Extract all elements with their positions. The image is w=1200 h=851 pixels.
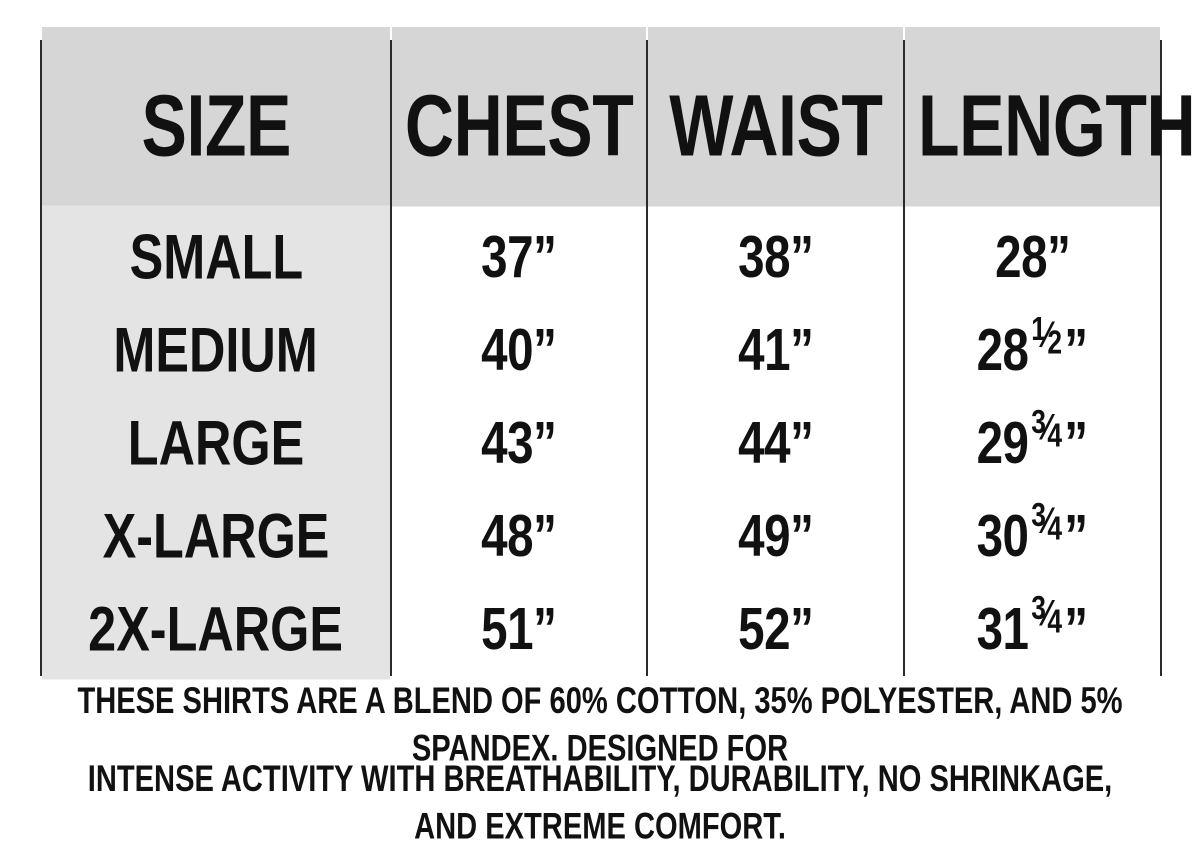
column-header-chest-label: CHEST xyxy=(404,75,634,174)
cell-length-value xyxy=(976,590,1088,662)
cell-chest-value: 43” xyxy=(481,409,557,476)
column-header-length xyxy=(904,26,1196,225)
cell-waist xyxy=(647,298,904,400)
table-header-row xyxy=(41,41,1161,210)
cell-length-whole: 30 xyxy=(976,502,1029,569)
cell-chest-value: 48” xyxy=(481,502,557,569)
cell-size xyxy=(41,483,391,587)
cell-chest xyxy=(391,484,647,586)
cell-length-unit: ” xyxy=(1064,595,1088,662)
cell-length xyxy=(904,484,1161,586)
cell-length-whole: 28 xyxy=(976,316,1029,383)
cell-length-unit: ” xyxy=(1046,223,1071,290)
cell-waist xyxy=(647,484,904,586)
cell-waist-value: 38” xyxy=(737,223,814,290)
column-header-length-label: LENGTH xyxy=(918,75,1196,174)
cell-waist xyxy=(647,205,904,307)
cell-length-whole: 31 xyxy=(976,595,1029,662)
cell-size-label: LARGE xyxy=(127,406,305,478)
cell-size xyxy=(41,576,391,680)
cell-chest-value: 37” xyxy=(481,223,557,290)
cell-length-unit: ” xyxy=(1064,409,1088,476)
cell-chest xyxy=(391,577,647,679)
cell-size-label: SMALL xyxy=(129,220,303,292)
table-row xyxy=(41,396,1161,489)
column-header-chest xyxy=(391,26,647,225)
cell-length-unit: ” xyxy=(1064,502,1088,569)
cell-size xyxy=(41,390,391,494)
cell-waist xyxy=(647,577,904,679)
cell-size xyxy=(41,204,391,308)
table-row xyxy=(41,489,1161,582)
cell-chest xyxy=(391,205,647,307)
cell-chest-value: 51” xyxy=(481,595,557,662)
cell-size-label: 2X-LARGE xyxy=(88,592,344,664)
cell-length-value xyxy=(994,223,1071,290)
cell-length-unit: ” xyxy=(1064,316,1088,383)
cell-length-fraction: 3⁄4 xyxy=(1031,497,1063,547)
cell-chest xyxy=(391,391,647,493)
cell-length xyxy=(904,205,1161,307)
cell-size-label: MEDIUM xyxy=(113,313,319,385)
cell-length-whole: 29 xyxy=(976,409,1029,476)
cell-waist-value: 52” xyxy=(737,595,814,662)
cell-length xyxy=(904,298,1161,400)
fabric-note-line-1: THESE SHIRTS ARE A BLEND OF 60% COTTON, 35% POLYESTER, AND 5% SPANDEX. DESIGNED FOR xyxy=(77,681,1123,769)
table-row xyxy=(41,210,1161,303)
cell-length-value xyxy=(976,404,1088,476)
cell-waist xyxy=(647,391,904,493)
table-row xyxy=(41,582,1161,675)
cell-length-value xyxy=(976,497,1088,569)
cell-length xyxy=(904,577,1161,679)
fabric-note-line-2: INTENSE ACTIVITY WITH BREATHABILITY, DURABILITY, NO SHRINKAGE, AND EXTREME COMFORT. xyxy=(87,759,1113,847)
cell-waist-value: 49” xyxy=(737,502,814,569)
cell-length xyxy=(904,391,1161,493)
column-header-waist xyxy=(647,26,904,225)
table-header xyxy=(41,41,1196,210)
cell-chest xyxy=(391,298,647,400)
table-row xyxy=(41,303,1161,396)
cell-length-value xyxy=(976,311,1088,383)
cell-length-fraction: 3⁄4 xyxy=(1031,404,1063,454)
cell-length-fraction: 3⁄4 xyxy=(1031,590,1063,640)
cell-length-whole: 28 xyxy=(994,223,1047,290)
size-chart-sheet xyxy=(40,40,1196,847)
cell-size xyxy=(41,297,391,401)
cell-waist-value: 41” xyxy=(737,316,814,383)
fabric-note xyxy=(40,681,1160,847)
column-header-size-label: SIZE xyxy=(141,75,291,174)
column-header-size xyxy=(41,26,391,225)
cell-size-label: X-LARGE xyxy=(102,499,330,571)
cell-length-fraction: 1⁄2 xyxy=(1031,311,1063,361)
table-body xyxy=(41,210,1161,675)
cell-chest-value: 40” xyxy=(481,316,557,383)
size-chart-table xyxy=(40,40,1196,676)
cell-waist-value: 44” xyxy=(737,409,814,476)
column-header-waist-label: WAIST xyxy=(668,75,883,174)
